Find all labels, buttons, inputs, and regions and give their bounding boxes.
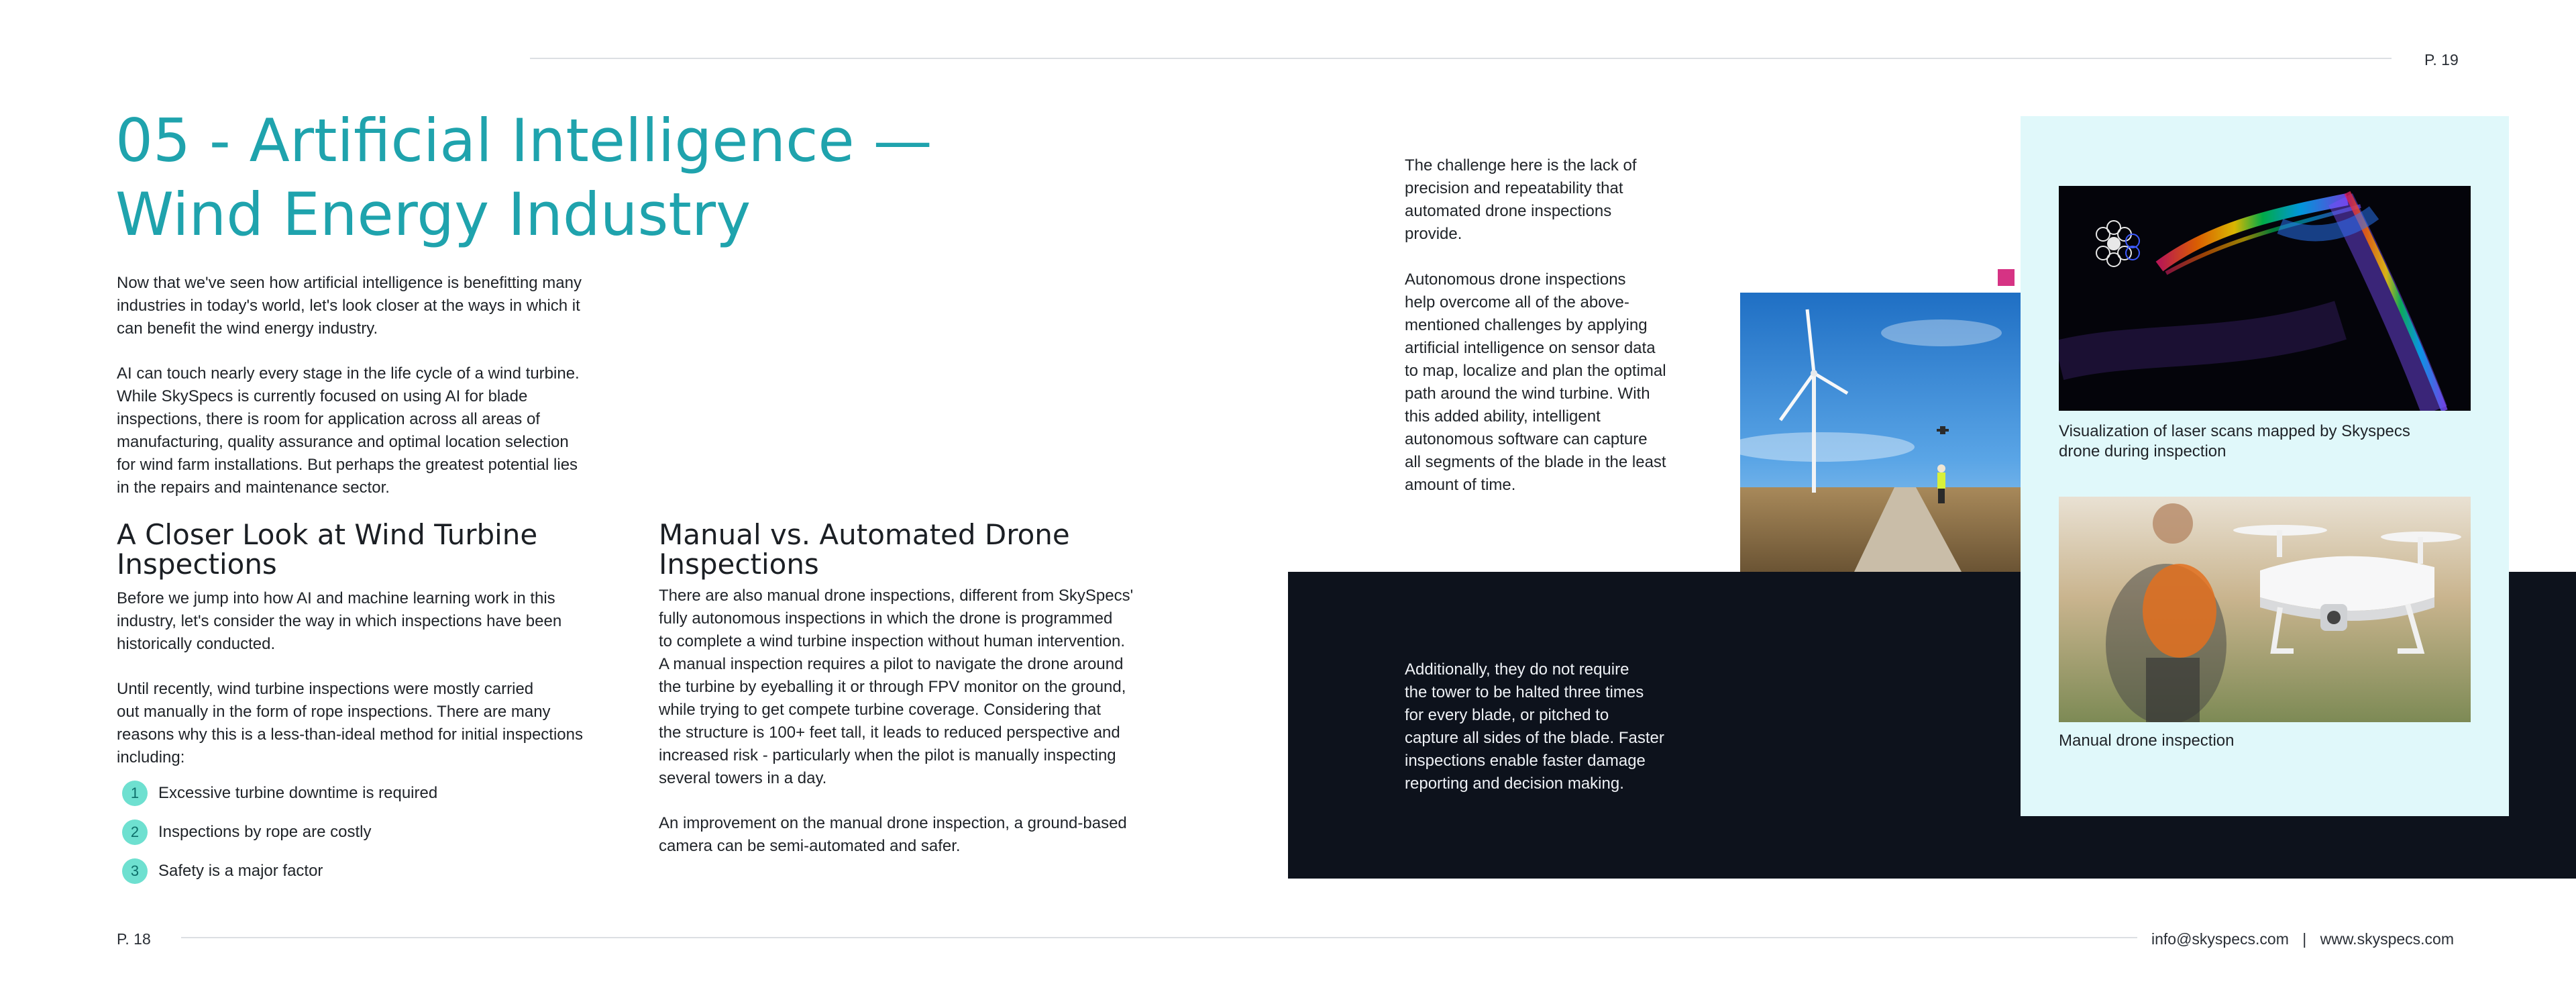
section1-heading-line1: A Closer Look at Wind Turbine [117,518,538,551]
list-item-text: Excessive turbine downtime is required [158,784,438,802]
footer-separator: | [2302,930,2307,948]
accent-square [1998,269,2015,286]
intro-paragraph-1: Now that we've seen how artificial intelligence is benefitting many industries in today's world, let's look closer at the ways in which it can benefit the wind energy industry. [117,274,582,338]
section1-heading-line2: Inspections [117,548,277,581]
header-rule [530,58,2392,59]
section1-paragraph-1: Before we jump into how AI and machine learning work in this industry, let's consider the way in which inspections have been historically conducted. [117,589,562,653]
page-title-line2: Wind Energy Industry [115,180,751,249]
list-number-badge: 1 [122,781,148,806]
wind-turbine-photo-art [1740,293,2021,572]
manual-drone-photo [2059,497,2471,722]
manual-drone-art [2059,497,2471,722]
right-paragraph-1: The challenge here is the lack of precision and repeatability that automated drone inspections provide. [1405,156,1637,243]
reasons-list [117,774,640,891]
list-item-text: Safety is a major factor [158,862,323,880]
section2-heading [659,520,1195,579]
page-number-left: P. 18 [117,930,151,948]
manual-drone-caption: Manual drone inspection [2059,732,2235,750]
section1-heading [117,520,640,579]
page-number-right: P. 19 [2424,51,2459,68]
list-number-badge: 2 [122,819,148,845]
footer-email-link[interactable]: info@skyspecs.com [2151,930,2289,948]
wind-turbine-photo [1740,293,2021,572]
laser-scan-art [2059,186,2471,411]
footer-rule [181,937,2137,938]
page-title-line1: 05 - Artificial Intelligence — [115,106,932,175]
list-item [117,813,640,852]
right-paragraph-3: Additionally, they do not require the tower to be halted three times for every blade, or pitched to capture all sides of the blade. Faster inspections enable faster damage reporting and decision making. [1405,660,1664,793]
footer-website-link[interactable]: www.skyspecs.com [2320,930,2454,948]
footer-contact [2151,930,2454,948]
list-item [117,774,640,813]
right-paragraph-2: Autonomous drone inspections help overcome all of the above- mentioned challenges by applying artificial intelligence on sensor data to map, localize and plan the optimal path around the wind turbine. With this added ability, intelligent autonomous software can capture all segments of the blade in the least amount of time. [1405,270,1666,494]
list-item-text: Inspections by rope are costly [158,823,372,841]
intro-paragraph-2: AI can touch nearly every stage in the life cycle of a wind turbine. While SkySpecs is currently focused on using AI for blade inspections, there is room for application across all areas of manufacturing, quality assurance and optimal location selection for wind farm installations. But perhaps the greatest potential lies in the repairs and maintenance sector. [117,364,580,497]
section2-paragraph-2: An improvement on the manual drone inspection, a ground-based camera can be semi-automated and safer. [659,814,1127,855]
section2-paragraph-1: There are also manual drone inspections, different from SkySpecs' fully autonomous inspections in which the drone is programmed to complete a wind turbine inspection without human intervention. A manual inspection requires a pilot to navigate the drone around the turbine by eyeballing it or through FPV monitor on the ground, while trying to get compete turbine coverage. Considering that the structure is 100+ feet tall, it leads to reduced perspective and increased risk - particularly when the pilot is manually inspecting several towers in a day. [659,587,1134,787]
list-number-badge: 3 [122,858,148,884]
list-item [117,852,640,891]
laser-scan-caption: Visualization of laser scans mapped by Skyspecs drone during inspection [2059,422,2410,460]
section2-heading-line1: Manual vs. Automated Drone [659,518,1070,551]
page-title [115,104,987,252]
section2-heading-line2: Inspections [659,548,819,581]
section1-paragraph-2: Until recently, wind turbine inspections were mostly carried out manually in the form of rope inspections. There are many reasons why this is a less-than-ideal method for initial inspections including: [117,680,584,766]
laser-scan-image [2059,186,2471,411]
